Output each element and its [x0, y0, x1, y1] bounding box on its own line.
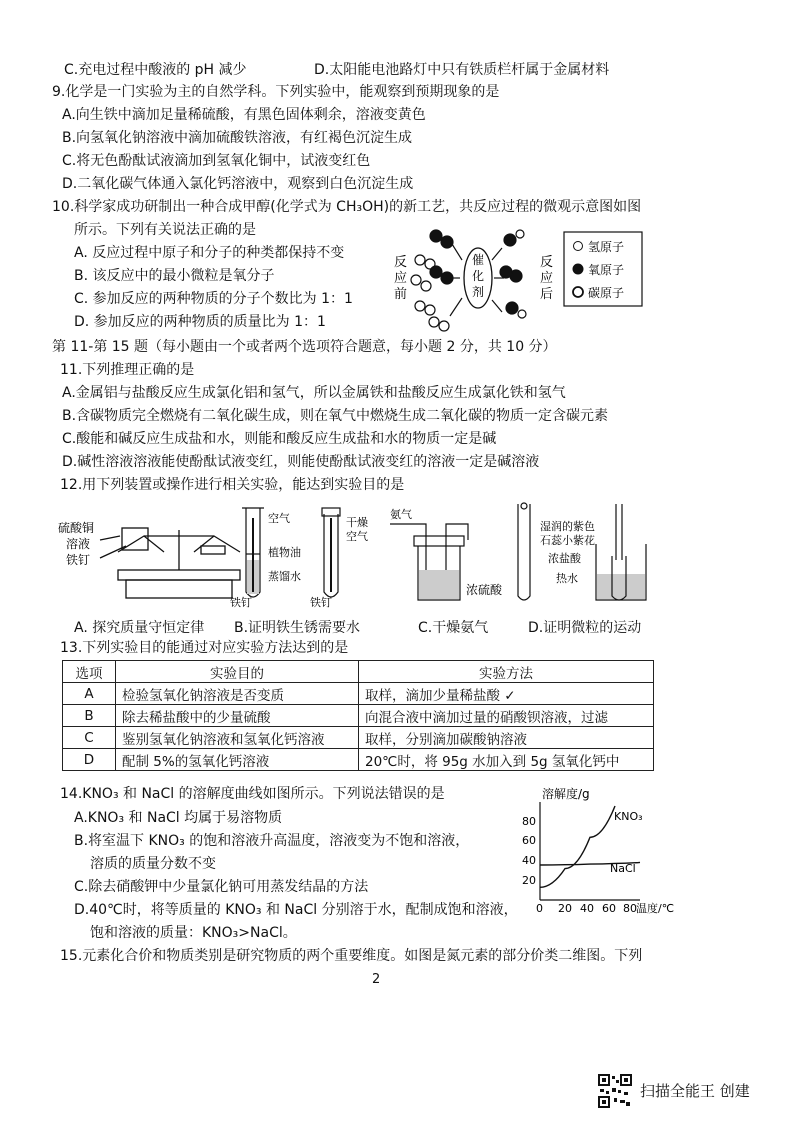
label-nail-a: 铁钉 — [66, 553, 91, 567]
q10-stem-cont: 所示。下列有关说法正确的是 — [74, 222, 256, 238]
nacl-label: NaCl — [610, 862, 636, 875]
q10-option-c: C. 参加反应的两种物质的分子个数比为 1：1 — [74, 291, 353, 307]
header-method: 实验方法 — [359, 661, 654, 683]
label-hot-water: 热水 — [556, 572, 578, 585]
q13-stem: 13.下列实验目的能通过对应实验方法达到的是 — [60, 640, 349, 656]
svg-text:后: 后 — [540, 287, 554, 302]
q12-stem: 12.用下列装置或操作进行相关实验，能达到实验目的是 — [60, 477, 405, 493]
page-number: 2 — [372, 972, 381, 987]
label-wet-litmus: 湿润的紫色 — [540, 520, 595, 533]
q14-option-c: C.除去硝酸钾中少量氯化钠可用蒸发结晶的方法 — [74, 879, 369, 895]
before-label-1: 反 — [394, 255, 408, 270]
table-header-row — [63, 661, 654, 683]
header-purpose: 实验目的 — [116, 661, 359, 683]
legend-oxygen: 氧原子 — [588, 263, 625, 277]
q8-option-c: C.充电过程中酸液的 pH 减少 — [64, 62, 247, 78]
q11-option-d: D.碱性溶液溶液能使酚酞试液变红，则能使酚酞试液变红的溶液一定是碱溶液 — [62, 454, 540, 470]
q14-option-a: A.KNO₃ 和 NaCl 均属于易溶物质 — [74, 810, 283, 826]
q15-stem: 15.元素化合价和物质类别是研究物质的两个重要维度。如图是氮元素的部分价类二维图。下列 — [60, 948, 643, 964]
q11-option-c: C.酸能和碱反应生成盐和水，则能和酸反应生成盐和水的物质一定是碱 — [62, 431, 497, 447]
q10-option-a: A. 反应过程中原子和分子的种类都保持不变 — [74, 245, 345, 261]
label-distilled-water: 蒸馏水 — [268, 570, 301, 583]
table-row: C 鉴别氢氧化钠溶液和氢氧化钙溶液 取样，分别滴加碳酸钠溶液 — [63, 727, 654, 749]
q12-option-b: B.证明铁生锈需要水 — [234, 620, 361, 636]
table-row: D 配制 5%的氢氧化钙溶液 20℃时，将 95g 水加入到 5g 氢氧化钙中 — [63, 749, 654, 771]
chart-ylabel: 溶解度/g — [542, 787, 590, 801]
label-dry: 干燥 — [346, 516, 368, 529]
ytick-40: 40 — [522, 854, 536, 867]
xtick-80: 80 — [623, 902, 637, 915]
legend-carbon: 碳原子 — [588, 286, 625, 300]
xtick-40: 40 — [580, 902, 594, 915]
xtick-60: 60 — [602, 902, 616, 915]
carbon-atom-icon — [573, 287, 583, 297]
test-tube-b1 — [242, 508, 264, 597]
q10-stem: 10.科学家成功研制出一种合成甲醇(化学式为 CH₃OH)的新工艺，共反应过程的微观示意图如图 — [52, 199, 642, 215]
svg-text:反: 反 — [540, 255, 554, 270]
label-ammonia: 氨气 — [390, 508, 412, 521]
hydrogen-atom-icon — [574, 242, 583, 251]
q12-option-c: C.干燥氨气 — [418, 620, 489, 636]
q9-option-d: D.二氧化碳气体通入氯化钙溶液中，观察到白色沉淀生成 — [62, 176, 414, 192]
table-row: A 检验氢氧化钠溶液是否变质 取样，滴加少量稀盐酸 ✓ — [63, 683, 654, 705]
svg-text:前: 前 — [394, 287, 408, 302]
ytick-20: 20 — [522, 874, 536, 887]
label-litmus-flower: 石蕊小紫花 — [540, 534, 595, 547]
kno3-curve — [540, 806, 615, 887]
arrows-out — [492, 248, 504, 312]
q14-stem: 14.KNO₃ 和 NaCl 的溶解度曲线如图所示。下列说法错误的是 — [60, 786, 445, 802]
label-cuso4: 硫酸铜 — [58, 521, 95, 535]
q14-option-b-cont: 溶质的质量分数不变 — [90, 856, 216, 872]
svg-text:剂: 剂 — [472, 285, 485, 299]
oxygen-atom-icon — [573, 264, 583, 274]
q14-option-b: B.将室温下 KNO₃ 的饱和溶液升高温度，溶液变为不饱和溶液， — [74, 833, 470, 849]
legend-hydrogen: 氢原子 — [588, 240, 625, 254]
q13-table — [62, 660, 654, 771]
svg-text:应: 应 — [394, 271, 408, 286]
q9-option-b: B.向氢氧化钠溶液中滴加硫酸铁溶液，有红褐色沉淀生成 — [62, 130, 413, 146]
ytick-80: 80 — [522, 815, 536, 828]
balance-icon — [100, 528, 240, 598]
label-solution: 溶液 — [66, 537, 91, 551]
svg-text:应: 应 — [540, 271, 554, 286]
q11-stem: 11.下列推理正确的是 — [60, 362, 195, 378]
section-header: 第 11-第 15 题（每小题由一个或者两个选项符合题意，每小题 2 分，共 10 分） — [52, 339, 557, 355]
ytick-60: 60 — [522, 834, 536, 847]
q10-option-d: D. 参加反应的两种物质的质量比为 1：1 — [74, 314, 326, 330]
chart-xlabel: 温度/℃ — [636, 902, 675, 915]
beaker-setup — [518, 503, 646, 600]
label-oil: 植物油 — [268, 546, 301, 559]
q14-option-d-cont: 饱和溶液的质量：KNO₃>NaCl。 — [90, 925, 297, 941]
reactant-molecules — [411, 230, 453, 331]
svg-text:催: 催 — [472, 253, 485, 267]
xtick-20: 20 — [558, 902, 572, 915]
q14-option-d: D.40℃时，将等质量的 KNO₃ 和 NaCl 分别溶于水，配制成饱和溶液， — [74, 902, 518, 918]
q9-option-c: C.将无色酚酞试液滴加到氢氧化铜中，试液变红色 — [62, 153, 371, 169]
q9-option-a: A.向生铁中滴加足量稀硫酸，有黑色固体剩余，溶液变黄色 — [62, 107, 426, 123]
label-conc-hcl: 浓盐酸 — [548, 552, 581, 565]
solubility-chart — [512, 786, 684, 916]
q9-stem: 9.化学是一门实验为主的自然学科。下列实验中，能观察到预期现象的是 — [52, 84, 500, 100]
header-option: 选项 — [63, 661, 116, 683]
xtick-0: 0 — [536, 902, 543, 915]
label-air-b1: 空气 — [268, 512, 290, 525]
q10-option-b: B. 该反应中的最小微粒是氧分子 — [74, 268, 275, 284]
label-air-b2: 空气 — [346, 530, 368, 543]
label-nail-b2: 铁钉 — [310, 596, 332, 609]
q12-option-a: A. 探究质量守恒定律 — [74, 620, 205, 636]
q11-option-a: A.金属铝与盐酸反应生成氯化铝和氢气，所以金属铁和盐酸反应生成氯化铁和氢气 — [62, 385, 566, 401]
product-molecules — [500, 230, 526, 318]
label-conc-h2so4: 浓硫酸 — [466, 583, 503, 597]
q12-apparatus — [56, 500, 686, 612]
table-row: B 除去稀盐酸中的少量硫酸 向混合液中滴加过量的硝酸钡溶液，过滤 — [63, 705, 654, 727]
kno3-label: KNO₃ — [614, 810, 643, 823]
footer-brand: 扫描全能王 创建 — [640, 1082, 750, 1100]
svg-text:化: 化 — [472, 269, 485, 283]
q12-option-d: D.证明微粒的运动 — [528, 620, 642, 636]
q11-option-b: B.含碳物质完全燃烧有二氧化碳生成，则在氧气中燃烧生成二氧化碳的物质一定含碳元素 — [62, 408, 609, 424]
q8-option-d: D.太阳能电池路灯中只有铁质栏杆属于金属材料 — [314, 62, 610, 78]
gas-bottle — [390, 524, 468, 600]
label-nail-b1: 铁钉 — [230, 596, 252, 609]
test-tube-b2 — [322, 508, 340, 597]
q10-micro-diagram — [392, 222, 684, 334]
qr-code-icon — [598, 1074, 632, 1108]
